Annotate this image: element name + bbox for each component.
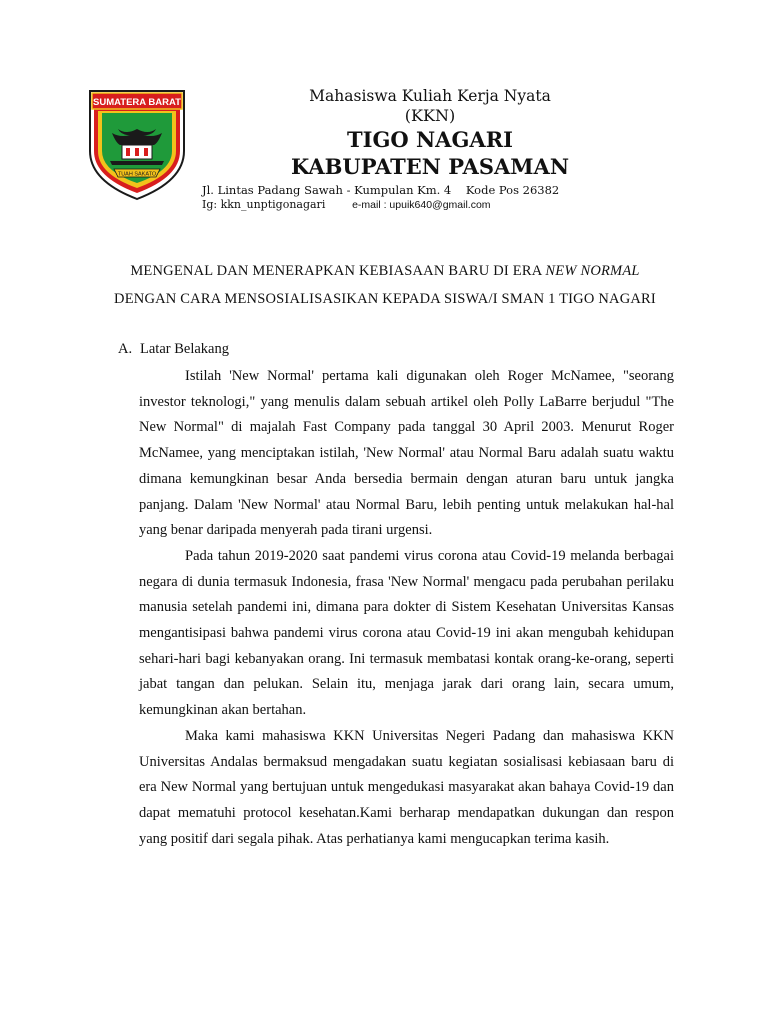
paragraph-1: Istilah 'New Normal' pertama kali digunakan oleh Roger McNamee, "seorang investor teknologi," yang menulis dalam sebuah artikel oleh Polly LaBarre berjudul "The New Normal" di majalah Fast Company pada tanggal 30 April 2003. Menurut Roger McNamee, yang menciptakan istilah, 'New Normal' atau Normal Baru adalah suatu waktu dimana kemungkinan besar Anda bersedia bermain dengan aturan baru untuk jangka panjang. Dalam 'New Normal' atau Normal Baru, lebih penting untuk melakukan hal-hal yang benar daripada menyerah pada tirani urgensi.	[139, 368, 674, 539]
instagram-handle: Ig: kkn_unptigonagari	[202, 198, 326, 211]
sumatera-barat-emblem	[88, 89, 186, 201]
letterhead-line-1: Mahasiswa Kuliah Kerja Nyata	[309, 87, 551, 105]
section-title: Latar Belakang	[140, 341, 229, 357]
section-body	[139, 364, 674, 852]
letterhead-line-3: TIGO NAGARI	[347, 127, 513, 152]
letterhead-address: Jl. Lintas Padang Sawah - Kumpulan Km. 4 Kode Pos 26382	[202, 183, 560, 197]
logo-ribbon-text: TUAH SAKATO	[117, 171, 157, 178]
letterhead-line-4: KABUPATEN PASAMAN	[290, 154, 570, 179]
document-title-line-1	[60, 263, 710, 280]
paragraph-2: Pada tahun 2019-2020 saat pandemi virus corona atau Covid-19 melanda berbagai negara di dunia termasuk Indonesia, frasa 'New Normal' mengacu pada perubahan perilaku manusia setelah pandemi ini, dimana para dokter di Sistem Kesehatan Universitas Kansas mengantisipasi bahwa pandemi virus corona atau Covid-19 ini akan mengubah kehidupan sehari-hari bagi kebanyakan orang. Ini termasuk membatasi kontak orang-ke-orang, seperti jabat tangan dan pelukan. Selain itu, menjaga jarak dari orang lain, secara umum, kemungkinan akan bertahan.	[139, 547, 674, 719]
document-title-line-2: DENGAN CARA MENSOSIALISASIKAN KEPADA SISWA/I SMAN 1 TIGO NAGARI	[114, 291, 656, 307]
title-prefix: MENGENAL DAN MENERAPKAN KEBIASAAN BARU DI ERA	[130, 263, 546, 279]
logo-banner-text: SUMATERA BARAT	[93, 97, 181, 108]
title-italic: NEW NORMAL	[545, 263, 640, 279]
email-address: e-mail : upuik640@gmail.com	[352, 199, 491, 211]
letterhead-line-2: (KKN)	[404, 106, 456, 125]
section-number: A.	[118, 341, 133, 357]
letterhead	[200, 86, 660, 180]
letterhead-contact	[202, 198, 491, 212]
paragraph-3: Maka kami mahasiswa KKN Universitas Negeri Padang dan mahasiswa KKN Universitas Andalas bermaksud mengadakan suatu kegiatan sosialisasi kebiasaan baru di era New Normal yang bertujuan untuk mengedukasi masyarakat akan bahaya Covid-19 dan dapat mematuhi protocol kesehatan.Kami berharap mendapatkan dukungan dan respon yang positif dari segala pihak. Atas perhatianya kami mengucapkan terima kasih.	[139, 727, 674, 847]
section-heading	[118, 341, 229, 358]
